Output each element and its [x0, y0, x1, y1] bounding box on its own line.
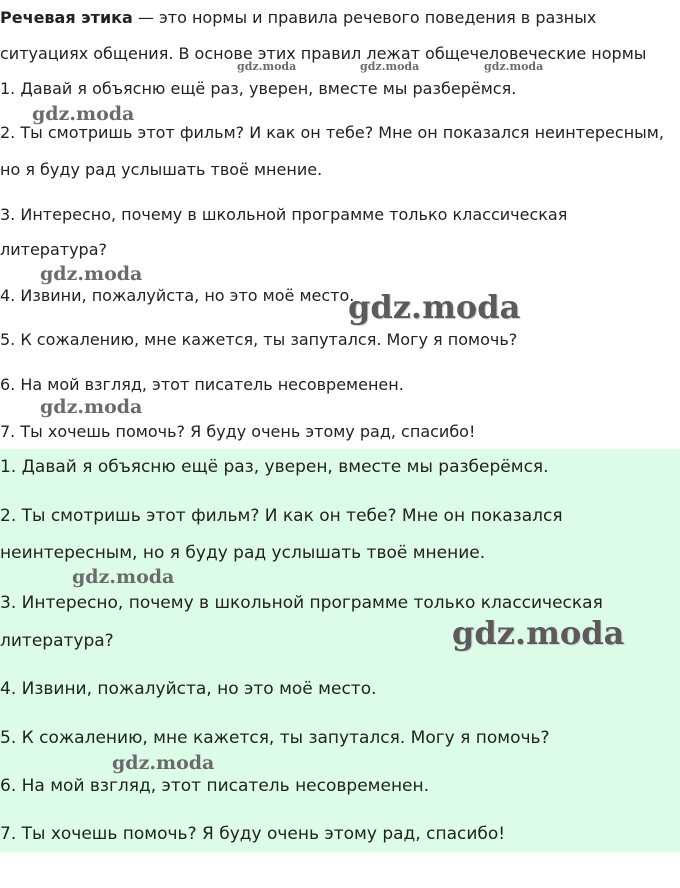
list1-item-7: 7. Ты хочешь помочь? Я буду очень этому рад, спасибо!	[0, 422, 476, 441]
list2-item-1: 1. Давай я объясню ещё раз, уверен, вместе мы разберёмся.	[0, 457, 549, 477]
watermark: gdz.moda	[360, 60, 420, 73]
list1-item-2: 2. Ты смотришь этот фильм? И как он тебе? Мне он показался неинтересным,	[0, 123, 664, 142]
list2-item-3: 3. Интересно, почему в школьной программе только классическая	[0, 593, 603, 613]
watermark: gdz.moda	[72, 566, 175, 588]
watermark: gdz.moda	[112, 752, 215, 774]
list1-item-3-cont: литература?	[0, 240, 107, 259]
watermark: gdz.moda	[452, 614, 625, 652]
intro-line-2: ситуациях общения. В основе этих правил лежат общечеловеческие нормы	[0, 44, 647, 63]
definition-text: — это нормы и правила речевого поведения в разных	[132, 8, 597, 27]
watermark: gdz.moda	[237, 60, 297, 73]
list1-item-5: 5. К сожалению, мне кажется, ты запутался. Могу я помочь?	[0, 330, 518, 349]
list1-item-6: 6. На мой взгляд, этот писатель несовременен.	[0, 375, 404, 394]
list1-item-1: 1. Давай я объясню ещё раз, уверен, вместе мы разберёмся.	[0, 79, 517, 98]
list1-item-3: 3. Интересно, почему в школьной программе только классическая	[0, 205, 568, 224]
watermark: gdz.moda	[32, 103, 135, 125]
list1-item-4: 4. Извини, пожалуйста, но это моё место.	[0, 286, 355, 305]
list2-item-2: 2. Ты смотришь этот фильм? И как он тебе? Мне он показался	[0, 506, 563, 526]
list2-item-5: 5. К сожалению, мне кажется, ты запутался. Могу я помочь?	[0, 728, 550, 748]
watermark: gdz.moda	[40, 396, 143, 418]
watermark: gdz.moda	[484, 60, 544, 73]
list2-item-3-cont: литература?	[0, 631, 114, 651]
list2-item-4: 4. Извини, пожалуйста, но это моё место.	[0, 679, 377, 699]
list2-item-6: 6. На мой взгляд, этот писатель несовременен.	[0, 776, 430, 796]
watermark: gdz.moda	[348, 288, 521, 326]
list2-item-2-cont: неинтересным, но я буду рад услышать твоё мнение.	[0, 543, 486, 563]
list1-item-2-cont: но я буду рад услышать твоё мнение.	[0, 160, 323, 179]
intro-line-1	[0, 7, 596, 29]
list2-item-7: 7. Ты хочешь помочь? Я буду очень этому рад, спасибо!	[0, 824, 506, 844]
term-bold: Речевая этика	[0, 8, 133, 27]
watermark: gdz.moda	[40, 263, 143, 285]
